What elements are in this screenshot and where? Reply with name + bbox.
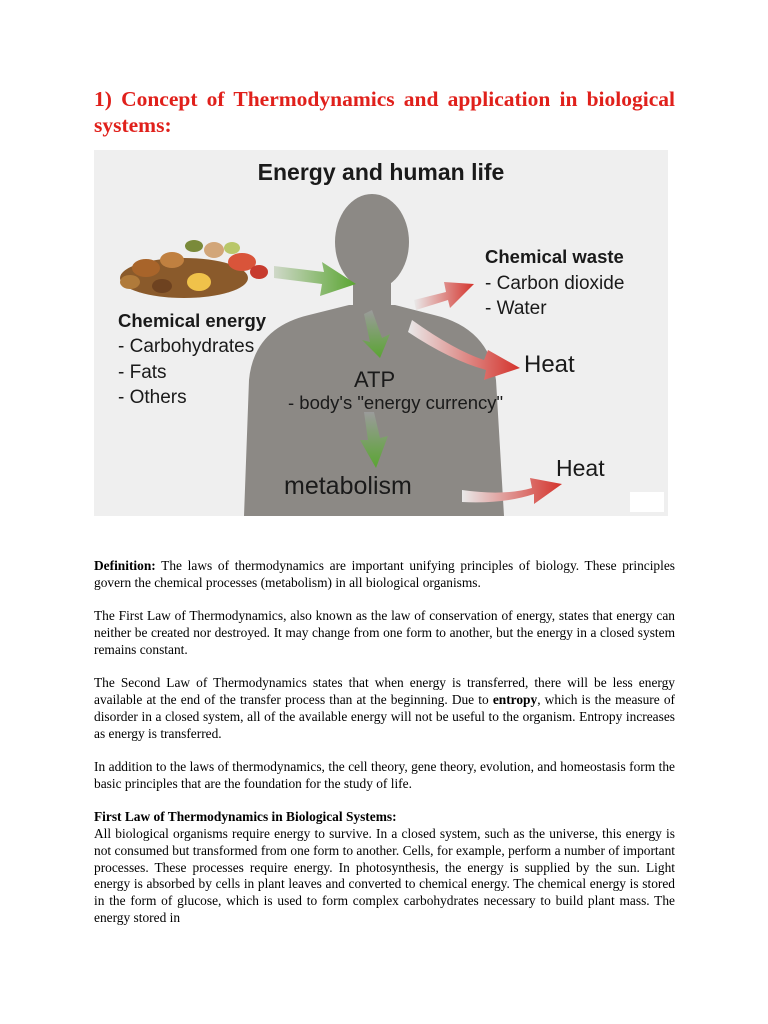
page-title: 1) Concept of Thermodynamics and application in biological systems: [94,87,675,137]
definition-label: Definition: [94,558,156,573]
energy-human-life-figure [94,150,668,516]
chemical-energy-label: Chemical energy [118,310,267,331]
figure-svg [94,150,668,516]
chemical-energy-item: - Others [118,387,187,408]
second-law-text-a: The Second Law of Thermodynamics states that when energy is transferred, there will be less energy available at the end of the transfer process than at the beginning. Due to [94,675,675,707]
entropy-term: entropy [492,691,538,707]
chemical-waste-label: Chemical waste [485,246,624,267]
section-heading [94,809,675,826]
figure-title: Energy and human life [257,159,505,185]
metabolism-label: metabolism [284,472,412,500]
heat-upper-label: Heat [524,351,575,378]
chemical-waste-item: - Water [485,298,547,319]
waste-arrow [414,282,474,310]
first-law-bio-paragraph: All biological organisms require energy to survive. In a closed system, such as the universe, this energy is not consumed but transformed from one form to another. Cells, for example, perform a number of important processes. These processes require energy. In photosynthesis, the energy is supplied by the sun. Light energy is absorbed by cells in plant leaves and converted to chemical energy. The chemical energy is stored in the form of glucose, which is used to form complex carbohydrates necessary to build plant mass. The energy stored in [94,825,675,925]
food-icon [120,240,268,298]
body-text [94,558,675,943]
addition-paragraph: In addition to the laws of thermodynamics, the cell theory, gene theory, evolution, and homeostasis form the basic principles that are the foundation for the study of life. [94,758,675,791]
atp-label: ATP [354,367,396,392]
definition-paragraph [94,558,675,592]
second-law-paragraph [94,675,675,742]
heat-lower-label: Heat [556,455,605,481]
definition-text: The laws of thermodynamics are important unifying principles of biology. These principles govern the chemical processes (metabolism) in all biological organisms. [94,558,675,590]
second-law-text-b: , which is the measure of disorder in a closed system, all of the available energy will not be useful to the organism. Entropy increases as energy is transferred. [94,691,675,741]
corner-badge [630,492,664,512]
first-law-bio-heading: First Law of Thermodynamics in Biological Systems: [94,809,397,825]
atp-sublabel: - body's "energy currency" [288,392,504,413]
first-law-paragraph: The First Law of Thermodynamics, also known as the law of conservation of energy, states that energy can neither be created nor destroyed. It may change from one form to another, but the energy in a closed system remains constant. [94,608,675,657]
chemical-energy-item: - Carbohydrates [118,336,255,357]
chemical-waste-item: - Carbon dioxide [485,273,625,294]
chemical-energy-item: - Fats [118,362,167,383]
